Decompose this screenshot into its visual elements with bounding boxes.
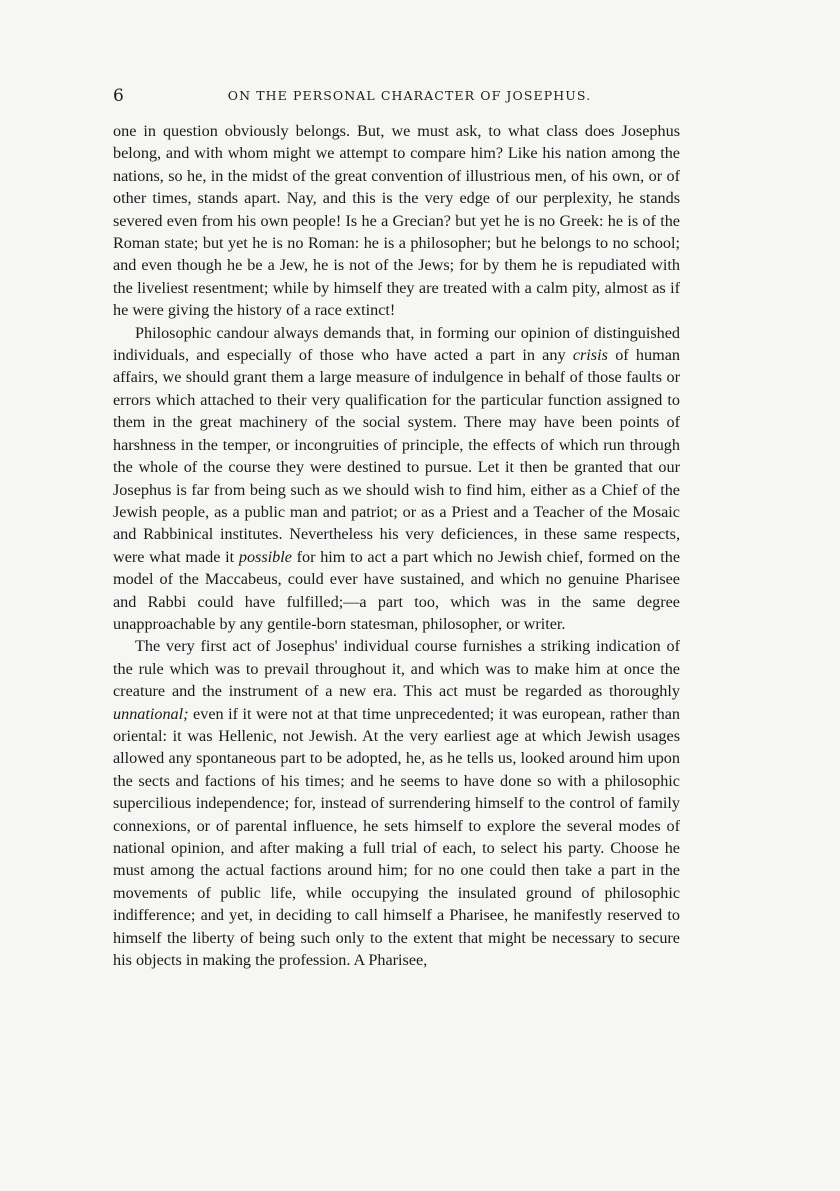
paragraph-2 [113, 322, 680, 636]
paragraph-1 [113, 120, 680, 322]
paragraph-3 [113, 635, 680, 971]
page-number: 6 [113, 86, 124, 106]
italic-word-unnational: unnational; [113, 704, 189, 723]
paragraph-1-text: one in question obviously belongs. But, we must ask, to what class does Josephus belong, and with whom might we attempt to compare him? Like his nation among the nations, so he, in the midst of the great convention of illustrious men, of his own, or of other times, stands apart. Nay, and this is the very edge of our perplexity, he stands severed even from his own people! Is he a Grecian? but yet he is no Greek: he is of the Roman state; but yet he is no Roman: he is a philosopher; but he belongs to no school; and even though he be a Jew, he is not of the Jews; for by them he is repudiated with the liveliest resentment; while by himself they are treated with a calm pity, almost as if he were giving the history of a race extinct! [113, 122, 680, 320]
page-header [113, 86, 676, 110]
paragraph-2-text-2: of human affairs, we should grant them a large measure of indulgence in behalf of those faults or errors which attached to their very qualification for the particular function assigned to them in the great machinery of the social system. There may have been points of harshness in the temper, or incongruities of principle, the effects of which run through the whole of the course they were destined to pursue. Let it then be granted that our Josephus is far from being such as we should wish to find him, either as a Chief of the Jewish people, as a public man and patriot; or as a Priest and a Teacher of the Mosaic and Rabbinical institutes. Nevertheless his very deficiences, in these same respects, were what made it [113, 346, 680, 566]
italic-word-crisis: crisis [572, 346, 608, 365]
paragraph-2-text-1: Philosophic candour always demands that, in forming our opinion of distinguished individuals, and especially of those who have acted a part in any [113, 323, 680, 365]
running-title: ON THE PERSONAL CHARACTER OF JOSEPHUS. [227, 88, 592, 103]
body-text [113, 120, 680, 971]
paragraph-2-text-3: for him to act a part which no Jewish chief, formed on the model of the Maccabeus, could ever have sustained, and which no genuine Pharisee and Rabbi could have fulfilled;—a part too, which was in the same degree unapproachable by any gentile-born statesman, philosopher, or writer. [113, 547, 680, 633]
paragraph-3-text-2: even if it were not at that time unprecedented; it was european, rather than oriental: it was Hellenic, not Jewish. At the very earliest age at which Jewish usages allowed any spontaneous part to be adopted, he, as he tells us, looked around him upon the sects and factions of his times; and he seems to have done so with a philosophic supercilious independence; for, instead of surrendering himself to the control of family connexions, or of parental influence, he sets himself to explore the several modes of national opinion, and after making a full trial of each, to select his party. Choose he must among the actual factions around him; for no one could then take a part in the movements of public life, while occupying the insulated ground of philosophic indifference; and yet, in deciding to call himself a Pharisee, he manifestly reserved to himself the liberty of being such only to the extent that might be necessary to secure his objects in making the profession. A Pharisee, [113, 704, 680, 970]
paragraph-3-text-1: The very first act of Josephus' individual course furnishes a striking indication of the rule which was to prevail throughout it, and which was to make him at once the creature and the instrument of a new era. This act must be regarded as thoroughly [113, 637, 680, 701]
italic-word-possible: possible [238, 547, 292, 566]
